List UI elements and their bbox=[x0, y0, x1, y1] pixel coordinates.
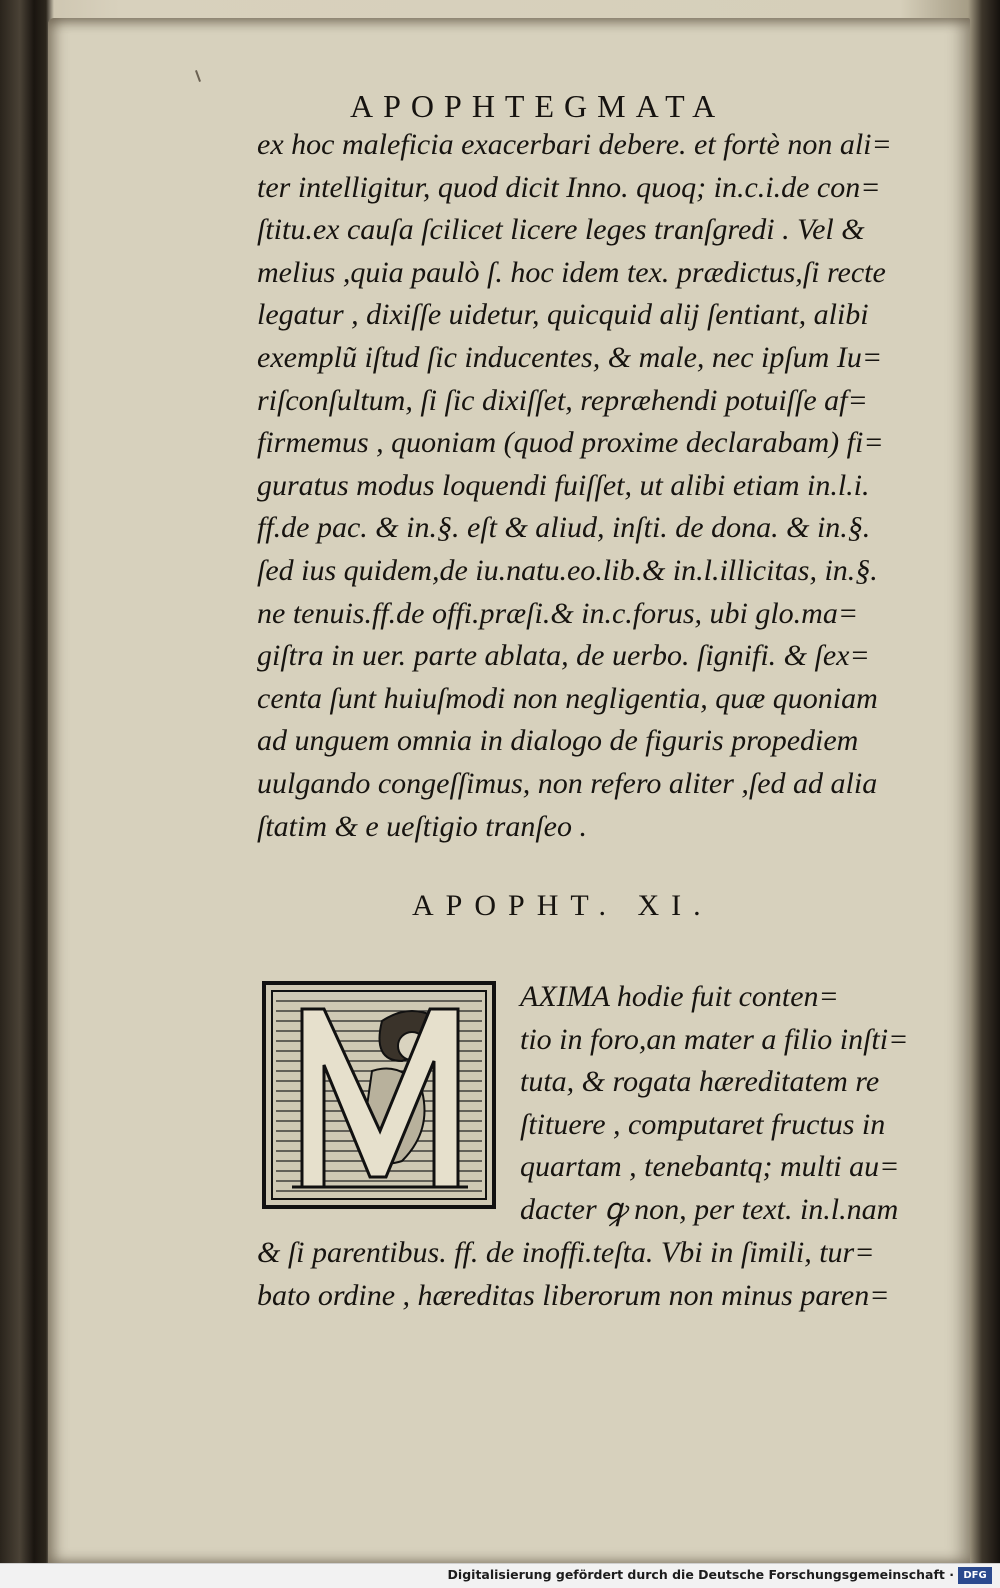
text-line: bato ordine , hæreditas liberorum non minus paren= bbox=[257, 1278, 890, 1312]
text-line: ſtituere , computaret fructus in bbox=[520, 1107, 886, 1141]
text-line: firmemus , quoniam (quod proxime declarabam) fi= bbox=[257, 426, 884, 460]
text-line: ne tenuis.ff.de offi.præſi.& in.c.forus, ubi glo.ma= bbox=[257, 596, 859, 630]
text-line: tio in foro,an mater a filio inſti= bbox=[520, 1022, 909, 1056]
text-line: ſtatim & e ueſtigio tranſeo . bbox=[257, 809, 587, 843]
text-line: dacter ꝙ non, per text. in.l.nam bbox=[520, 1192, 899, 1226]
funding-notice: Digitalisierung gefördert durch die Deutsche Forschungsgemeinschaft · bbox=[447, 1567, 954, 1582]
text-line: guratus modus loquendi fuiſſet, ut alibi etiam in.l.i. bbox=[257, 468, 870, 502]
decorated-initial bbox=[262, 981, 496, 1209]
dfg-logo: DFG bbox=[958, 1567, 992, 1584]
text-line: ſtitu.ex cauſa ſcilicet licere leges tranſgredi . Vel & bbox=[257, 213, 865, 247]
text-line: giſtra in uer. parte ablata, de uerbo. ſignifi. & ſex= bbox=[257, 639, 870, 673]
text-line: ter intelligitur, quod dicit Inno. quoq; in.c.i.de con= bbox=[257, 170, 881, 204]
chapter-text-full-width bbox=[257, 1232, 947, 1317]
text-line: centa ſunt huiuſmodi non negligentia, quæ quoniam bbox=[257, 681, 878, 715]
footer-bar bbox=[0, 1563, 1000, 1588]
text-line: tuta, & rogata hæreditatem re bbox=[520, 1065, 880, 1099]
text-line: quartam , tenebantq; multi au= bbox=[520, 1150, 900, 1184]
body-text bbox=[257, 124, 947, 848]
running-head: APOPHTEGMATA bbox=[350, 88, 726, 124]
text-line: legatur , dixiſſe uidetur, quicquid alij ſentiant, alibi bbox=[257, 298, 869, 332]
text-line: ff.de pac. & in.§. eſt & aliud, inſti. de dona. & in.§. bbox=[257, 511, 871, 545]
text-line: melius ,quia paulò ſ. hoc idem tex. prædictus,ſi recte bbox=[257, 255, 886, 289]
text-line: & ſi parentibus. ff. de inoffi.teſta. Vbi in ſimili, tur= bbox=[257, 1236, 875, 1269]
text-line: riſconſultum, ſi ſic dixiſſet, repræhendi potuiſſe af= bbox=[257, 383, 868, 417]
text-line: ad unguem omnia in dialogo de figuris propediem bbox=[257, 724, 859, 758]
chapter-text-beside-initial bbox=[520, 976, 940, 1232]
text-line: ſed ius quidem,de iu.natu.eo.lib.& in.l.illicitas, in.§. bbox=[257, 553, 878, 587]
text-line: exemplũ iſtud ſic inducentes, & male, nec ipſum Iu= bbox=[257, 340, 883, 374]
chapter-heading: APOPHT. XI. bbox=[412, 889, 713, 922]
text-line: ex hoc maleficia exacerbari debere. et fortè non ali= bbox=[257, 128, 892, 161]
text-line: uulgando congeſſimus, non refero aliter ,ſed ad alia bbox=[257, 766, 878, 800]
woodcut-initial-m-icon bbox=[262, 981, 496, 1209]
text-line: AXIMA hodie fuit conten= bbox=[520, 980, 839, 1013]
